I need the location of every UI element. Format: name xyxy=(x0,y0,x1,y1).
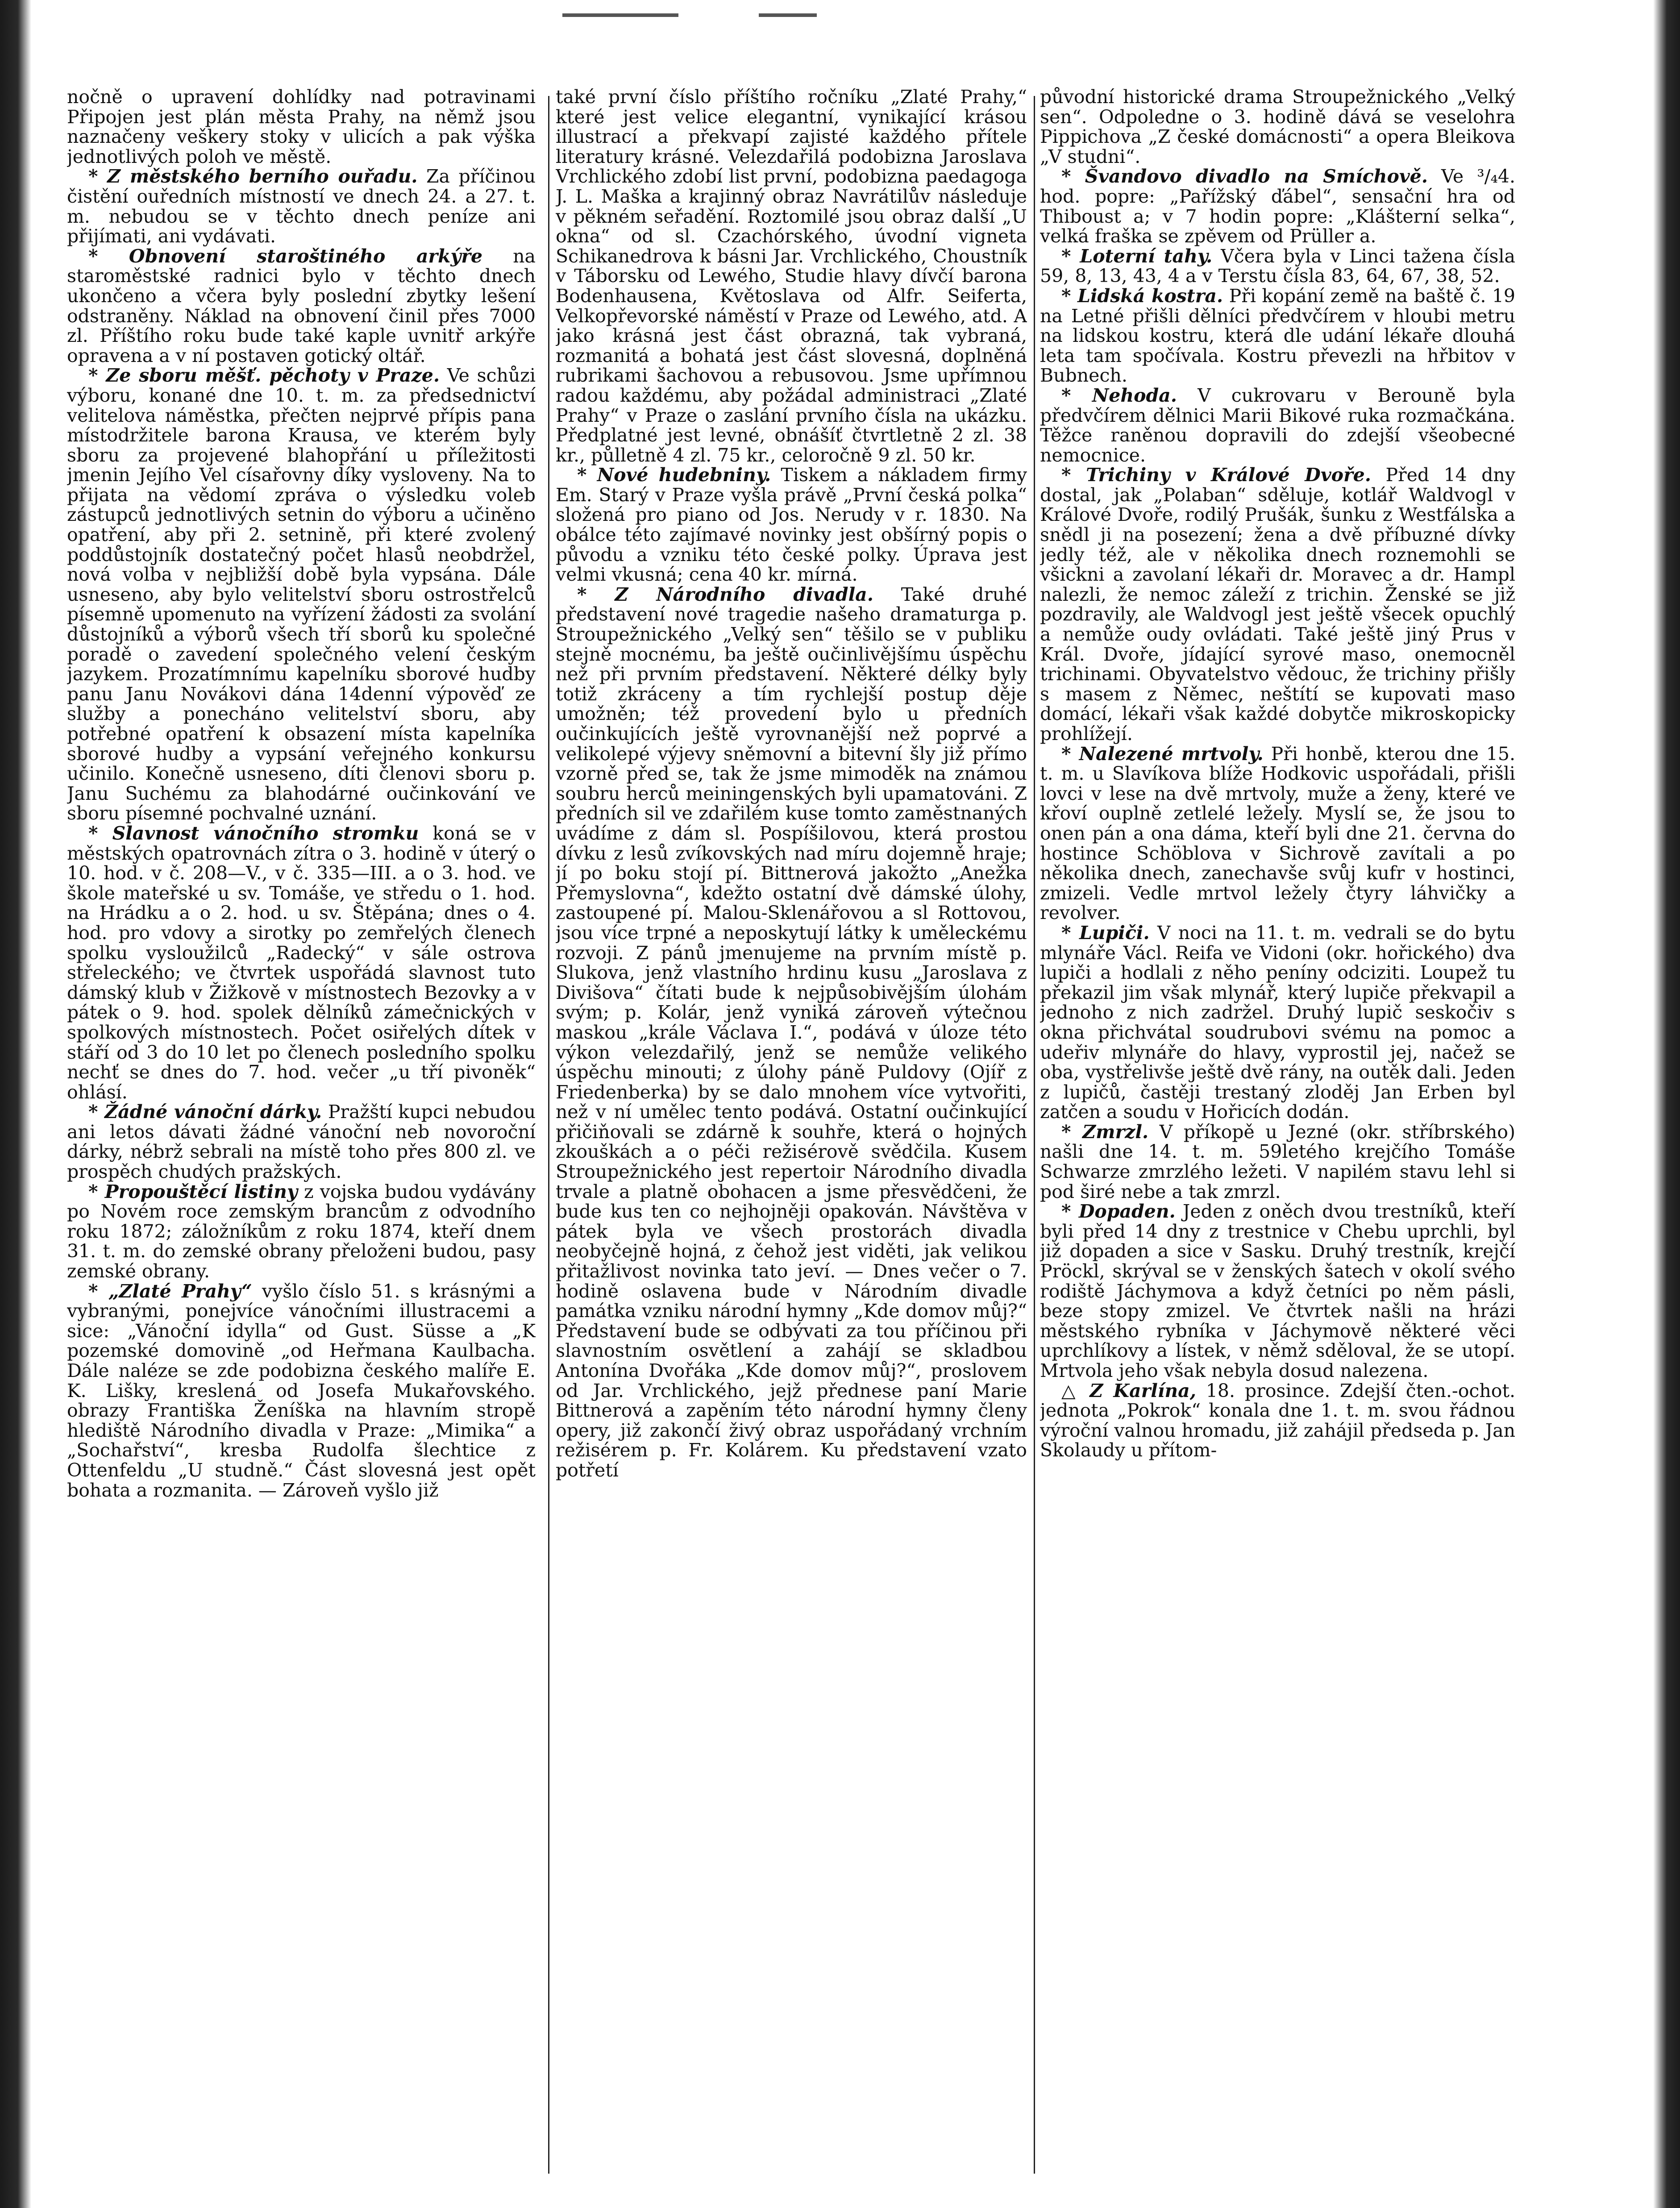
article-heading: * Nehoda. xyxy=(1061,384,1177,406)
article-heading: * Slavnost vánočního stromku xyxy=(88,822,419,844)
article-text: V cukrovaru v Berouně byla předvčírem dělnici Marii Bikové ruka rozmačkána. Těžce raněnou dopravili do zdejší všeobecné nemocnice. xyxy=(1040,384,1515,466)
article-text: 18. prosince. Zdejší čten.-ochot. jednota „Pokrok“ konala dne 1. t. m. svou řádnou výroční valnou hromadu, již zahájil předseda p. Jan Skolaudy u přítom- xyxy=(1040,1380,1515,1461)
article-text: Také druhé představení nové tragedie našeho dramaturga p. Stroupežnického „Velký sen“ těšilo se v publiku stejně mocnému, ba ještě oučinlivějšímu úspěchu než při prvním představení. Některé délky byly totiž zkráceny a tím rychlejší postup děje umožněn; též provedení bylo u předních oučinkujících ještě vyrovnanější než poprvé a velikolepé výjevy sněmovní a bitevní šly již přímo vzorně před se, tak že jsme mimoděk na známou soubru herců meiningenských byli upamatováni. Z předních sil ve zdařilém kuse tomto zaměstnaných uvádíme z dám sl. Pospíšilovou, která prostou dívku z lesů zvíkovských nad míru dojemně hraje; jí po boku stojí pí. Bittnerová jakožto „Anežka Přemyslovna“, kdežto ostatní dvě dámské úlohy, zastoupené pí. Malou-Sklenářovou a sl Rottovou, jsou více trpné a neposkytují látky k uměleckému rozvoji. Z pánů jmenujeme na prvním místě p. Slukova, jenž vlastního hrdinu kusu „Jaroslava z Divišova“ čítati bude k nejpůsobivějším úlohám svým; p. Kolár, jenž vyniká zároveň výtečnou maskou „krále Václava I.“, podává v úloze této výkon velezdařilý, jenž se nemůže velikého úspěchu minouti; z úlohy páně Puldovy (Ojíř z Friedenberka) by se dalo mnohem více vytvořiti, než v ní umělec tento podává. Ostatní oučinkující přičiňovali se zdárně k souhře, která o hojných zkouškách a o péči režisérově svědčila. Kusem Stroupežnického jest repertoir Národního divadla trvale a platně obohacen a jsme přesvědčeni, že bude kus ten co nejhojněji opakován. Návštěva v pátek byla ve všech prostorách divadla neobyčejně hojná, z čehož jest viděti, jak velikou přitažlivost novinka tato jeví. — Dnes večer o 7. hodině oslavena bude v Národním divadle památka vzniku národní hymny „Kde domov můj?“ Představení bude se odbývati za tou příčinou při slavnostním osvětlení a zahájí se skladbou Antonína Dvořáka „Kde domov můj?“, proslovem od Jar. Vrchlického, jejž přednese paní Marie Bittnerová a zapěním této národní hymny členy opery, již zakončí živý obraz uspořádaný vrchním režisérem p. Fr. Kolárem. Ku představení vzato potřetí xyxy=(556,583,1027,1481)
article-text: Pražští kupci nebudou ani letos dávati žádné vánoční neb novoroční dárky, nébrž sebrali na místě toho přes 800 zl. ve prospěch chudých pražských. xyxy=(67,1101,536,1183)
column-2 xyxy=(556,87,1027,2185)
article-paragraph xyxy=(1040,1381,1515,1460)
article-text: Tiskem a nákladem firmy Em. Starý v Praze vyšla právě „První česká polka“ složená pro piano od Jos. Nerudy v r. 1830. Na obálce této zajímavé novinky jest obšírný popis o původu a vzniku této české polky. Úprava jest velmi vkusná; cena 40 kr. mírná. xyxy=(556,464,1027,586)
article-text: Ve schůzi výboru, konané dne 10. t. m. za předsednictví velitelova náměstka, přečten nejprvé přípis pana místodržitele barona Krausa, ve kterém byly sboru za projevené blahopřání u příležitosti jmenin Jejího Vel císařovny díky vysloveny. Na to přijata na vědomí zpráva o výsledku voleb zástupců jednotlivých setnin do výboru a učiněno opatření, aby při 2. setnině, při které zvolený poddůstojník dostatečný počet hlasů neobdržel, nová volba v nejbližší době byla vypsána. Dále usneseno, aby bylo velitelství sboru ostrostřelců písemně upomenuto na vyřízení žádosti za svolání důstojníků a výborů všech tří sborů ku společné poradě o zavedení společného velení českým jazykem. Prozatímnímu kapelníku sborové hudby panu Janu Novákovi dána 14denní výpověď ze služby a ponecháno velitelství sboru, aby potřebné opatření k obsazení místa kapelníka sborové hudby a vypsání veřejného konkursu učinilo. Konečně usneseno, díti členovi sboru p. Janu Suchému za blahodárné oučinkování ve sboru písemné pochvalné uznání. xyxy=(67,365,536,824)
article-paragraph xyxy=(67,246,536,366)
column-1 xyxy=(67,87,536,2185)
article-text: také první číslo příštího ročníku „Zlaté Prahy,“ které jest velice elegantní, vynikající krásou illustrací a překvapí zajisté každého přítele literatury krásné. Velezdařilá podobizna Jaroslava Vrchlického zdobí list první, podobizna paedagoga J. L. Maška a krajinný obraz Navrátilův následuje v pěkném seřadění. Roztomilé jsou obraz další „U okna“ od sl. Czachórského, úvodní vigneta Schikanedrova k básni Jar. Vrchlického, Choustník v Táborsku od Lewého, Studie hlavy dívčí barona Bodenhausena, Květoslava od Alfr. Seiferta, Velkopřevorské náměstí v Praze od Lewého, atd. A jako krásná jest část obrazná, tak vybraná, rozmanitá a bohatá jest část slovesná, doplněná rubrikami šachovou a rebusovou. Jsme upřímnou radou každému, aby požádal administraci „Zlaté Prahy“ v Praze o zaslání prvního čísla na ukázku. Předplatné jest levné, obnášíť čtvrtletně 2 zl. 38 kr., půlletně 4 zl. 75 kr., celoročně 9 zl. 50 kr. xyxy=(556,87,1027,466)
article-text: V příkopě u Jezné (okr. stříbrského) našli dne 14. t. m. 59letého krejčího Tomáše Schwarze zmrzlého ležeti. V napilém stavu lehl si pod širé nebe a tak zmrzl. xyxy=(1040,1121,1515,1202)
article-text: na staroměstské radnici bylo v těchto dnech ukončeno a včera byly poslední zbytky lešení odstraněny. Náklad na obnovení činil přes 7000 zl. Příštího roku bude také kaple uvnitř arkýře opravena a v ní postaven gotický oltář. xyxy=(67,245,536,366)
article-paragraph xyxy=(67,1182,536,1281)
article-paragraph xyxy=(1040,87,1515,166)
article-heading: * Lupiči. xyxy=(1061,922,1150,944)
article-paragraph xyxy=(1040,386,1515,465)
article-paragraph xyxy=(1040,1202,1515,1381)
article-heading: * Loterní tahy. xyxy=(1061,245,1213,267)
article-paragraph xyxy=(556,585,1027,1480)
scan-edge-right xyxy=(1653,0,1680,2208)
article-paragraph xyxy=(1040,923,1515,1122)
article-paragraph xyxy=(1040,166,1515,246)
article-paragraph xyxy=(556,87,1027,465)
article-text: Ve ³/₄4. hod. popre: „Pařížský ďábel“, sensační hra od Thiboust a; v 7 hodin popre: „Klášterní selka“, velká fraška se zpěvem od Prüller a. xyxy=(1040,166,1515,247)
article-text: vyšlo číslo 51. s krásnými a vybranými, ponejvíce vánočními illustracemi a sice: „Vánoční idylla“ od Gust. Süsse a „K pozemské domovině „od Heřmana Kaulbacha. Dále naléze se zde podobizna českého malíře E. K. Lišky, kreslená od Josefa Mukařovského. obrazy Františka Ženíška na hlavním stropě hlediště Národního divadla v Praze: „Mimika“ a „Sochařství“, kresba Rudolfa šlechtice z Ottenfeldu „U studně.“ Část slovesná jest opět bohata a rozmanita. — Zároveň vyšlo již xyxy=(67,1280,536,1501)
article-heading: △ Z Karlína, xyxy=(1061,1380,1197,1401)
article-text: Za příčinou čistění ouředních místností ve dnech 24. a 27. t. m. nebudou se v těchto dnech peníze ani přijímati, ani vydávati. xyxy=(67,166,536,247)
article-heading: * Obnovení staroštiného arkýře xyxy=(88,245,482,267)
article-paragraph xyxy=(67,1102,536,1181)
article-heading: * Žádné vánoční dárky. xyxy=(88,1101,322,1123)
article-heading: * Švandovo divadlo na Smíchově. xyxy=(1061,166,1428,187)
article-heading: * Trichiny v Králové Dvoře. xyxy=(1061,464,1371,486)
article-heading: * Ze sboru měšť. pěchoty v Praze. xyxy=(88,365,440,387)
article-heading: * Nalezené mrtvoly. xyxy=(1061,743,1264,765)
article-paragraph xyxy=(67,823,536,1102)
article-text: Včera byla v Linci tažena čísla 59, 8, 13, 43, 4 a v Terstu čísla 83, 64, 67, 38, 52. xyxy=(1040,245,1515,287)
article-paragraph xyxy=(556,465,1027,585)
article-paragraph xyxy=(1040,1122,1515,1202)
article-paragraph xyxy=(1040,286,1515,386)
article-heading: * Z Národního divadla. xyxy=(577,583,874,605)
article-text: Jeden z oněch dvou trestníků, kteří byli před 14 dny z trestnice v Chebu uprchli, byl již dopaden a sice v Sasku. Druhý trestník, krejčí Pröckl, skrýval se v ženských šatech v okolí svého rodiště Jáchymova a když četníci po něm pásli, beze stopy zmizel. Ve čtvrtek našli na hrázi městského rybníka v Jáchymově některé věci uprchlíkovy a lístek, v němž sděloval, že se utopí. Mrtvola jeho však nebyla dosud nalezena. xyxy=(1040,1201,1515,1381)
article-paragraph xyxy=(1040,465,1515,744)
article-text: V noci na 11. t. m. vedrali se do bytu mlynáře Václ. Reifa ve Vidoni (okr. hořického) dva lupiči a hodlali z něho peníny odciziti. Loupež tu překazil jim však mlynář, který lupiče překvapil a jednoho z nich zadržel. Druhý lupič seskočiv s okna přichvátal soudrubovi svému na pomoc a udeřiv mlynáře do hlavy, vyprostil jej, načež se oba, vystřelivše ještě dvě rány, na outěk dali. Jeden z lupičů, častěji trestaný zloděj Jan Erben byl zatčen a soudu v Hořicích dodán. xyxy=(1040,922,1515,1123)
article-paragraph xyxy=(67,166,536,246)
article-text: nočně o upravení dohlídky nad potravinami Připojen jest plán města Prahy, na němž jsou naznačeny veškery stoky v ulicích a pak výška jednotlivých poloh ve městě. xyxy=(67,87,536,167)
article-text: původní historické drama Stroupežnického „Velký sen“. Odpoledne o 3. hodině dává se veselohra Pippichova „Z české domácnosti“ a opera Bleikova „V studni“. xyxy=(1040,87,1515,167)
column-3 xyxy=(1040,87,1515,2185)
article-heading: * Dopaden. xyxy=(1061,1201,1176,1223)
article-text: Při honbě, kterou dne 15. t. m. u Slavíkova blíže Hodkovic uspořádali, přišli lovci v lese na dvě mrtvoly, muže a ženy, které ve křoví ouplně zetlelé ležely. Myslí se, že jsou to onen pán a ona dáma, kteří byli dne 21. června do hostince Schöblova v Sichrově zavítali a po několika dnech, zanechavše svůj kufr v hostinci, zmizeli. Vedle mrtvol ležely čtyry láhvičky a revolver. xyxy=(1040,743,1515,924)
article-text: Při kopání země na baště č. 19 na Letné přišli dělníci předvčírem v hloubi metru na lidskou kostru, která dle udání lékaře dlouhá leta tam spočívala. Kostru převezli na hřbitov v Bubnech. xyxy=(1040,285,1515,387)
article-paragraph xyxy=(1040,246,1515,286)
top-mark xyxy=(759,13,817,17)
article-text: Před 14 dny dostal, jak „Polaban“ sděluje, kotlář Waldvogl v Králové Dvoře, rodilý Prušák, šunku z Westfálska a snědl ji na posezení; žena a dvě příbuzné dívky jedly též, ale v několika dnech roznemohli se všickni a zavolaní lékaři dr. Moravec a dr. Hampl nalezli, že nemoc záleží z trichin. Ženské se již pozdravily, ale Waldvogl jest ještě všecek opuchlý a nemůže oudy ovládati. Také ještě jiný Prus v Král. Dvoře, jídající syrové maso, onemocněl trichinami. Obyvatelstvo vědouc, že trichiny přišly s masem z Němec, neštítí se kupovati maso domácí, lékaři však každé dobytče mikroskopicky prohlížejí. xyxy=(1040,464,1515,744)
article-paragraph xyxy=(67,366,536,823)
column-rule xyxy=(1034,96,1035,2174)
article-heading: * Propouštěcí listiny xyxy=(88,1181,298,1202)
top-mark xyxy=(562,13,678,17)
article-heading: * „Zlaté Prahy“ xyxy=(88,1280,252,1302)
column-rule xyxy=(548,96,549,2174)
article-heading: * Zmrzl. xyxy=(1061,1121,1149,1143)
article-paragraph xyxy=(67,87,536,166)
article-text: koná se v městských opatrovnách zítra o 3. hodině v úterý o 10. hod. v č. 208—V., v č. 335—III. a o 3. hod. ve škole mateřské u sv. Tomáše, ve středu o 1. hod. na Hrádku a o 2. hod. u sv. Štěpána; dnes o 4. hod. pro vdovy a sirotky po zemřelých členech spolku vysloužilců „Radecký“ v sále ostrova střeleckého; ve čtvrtek uspořádá slavnost tuto dámský klub v Žižkově v místnostech Bezovky a v pátek o 9. hod. spolek dělníků zámečnických v spolkových místnostech. Počet osiřelých dítek v stáří od 3 do 10 let po členech posledního spolku nechť se dnes do 7. hod. večer „u tří pivoněk“ ohlásí. xyxy=(67,822,536,1103)
scan-edge-left xyxy=(0,0,31,2208)
article-text: z vojska budou vydávány po Novém roce zemským brancům z odvodního roku 1872; záložníkům z roku 1874, kteří dnem 31. t. m. do zemské obrany přeloženi budou, pasy zemské obrany. xyxy=(67,1181,536,1282)
article-paragraph xyxy=(1040,744,1515,923)
article-heading: * Z městského berního ouřadu. xyxy=(88,166,418,187)
article-paragraph xyxy=(67,1281,536,1501)
article-heading: * Nové hudebniny. xyxy=(577,464,771,486)
article-heading: * Lidská kostra. xyxy=(1061,285,1223,307)
